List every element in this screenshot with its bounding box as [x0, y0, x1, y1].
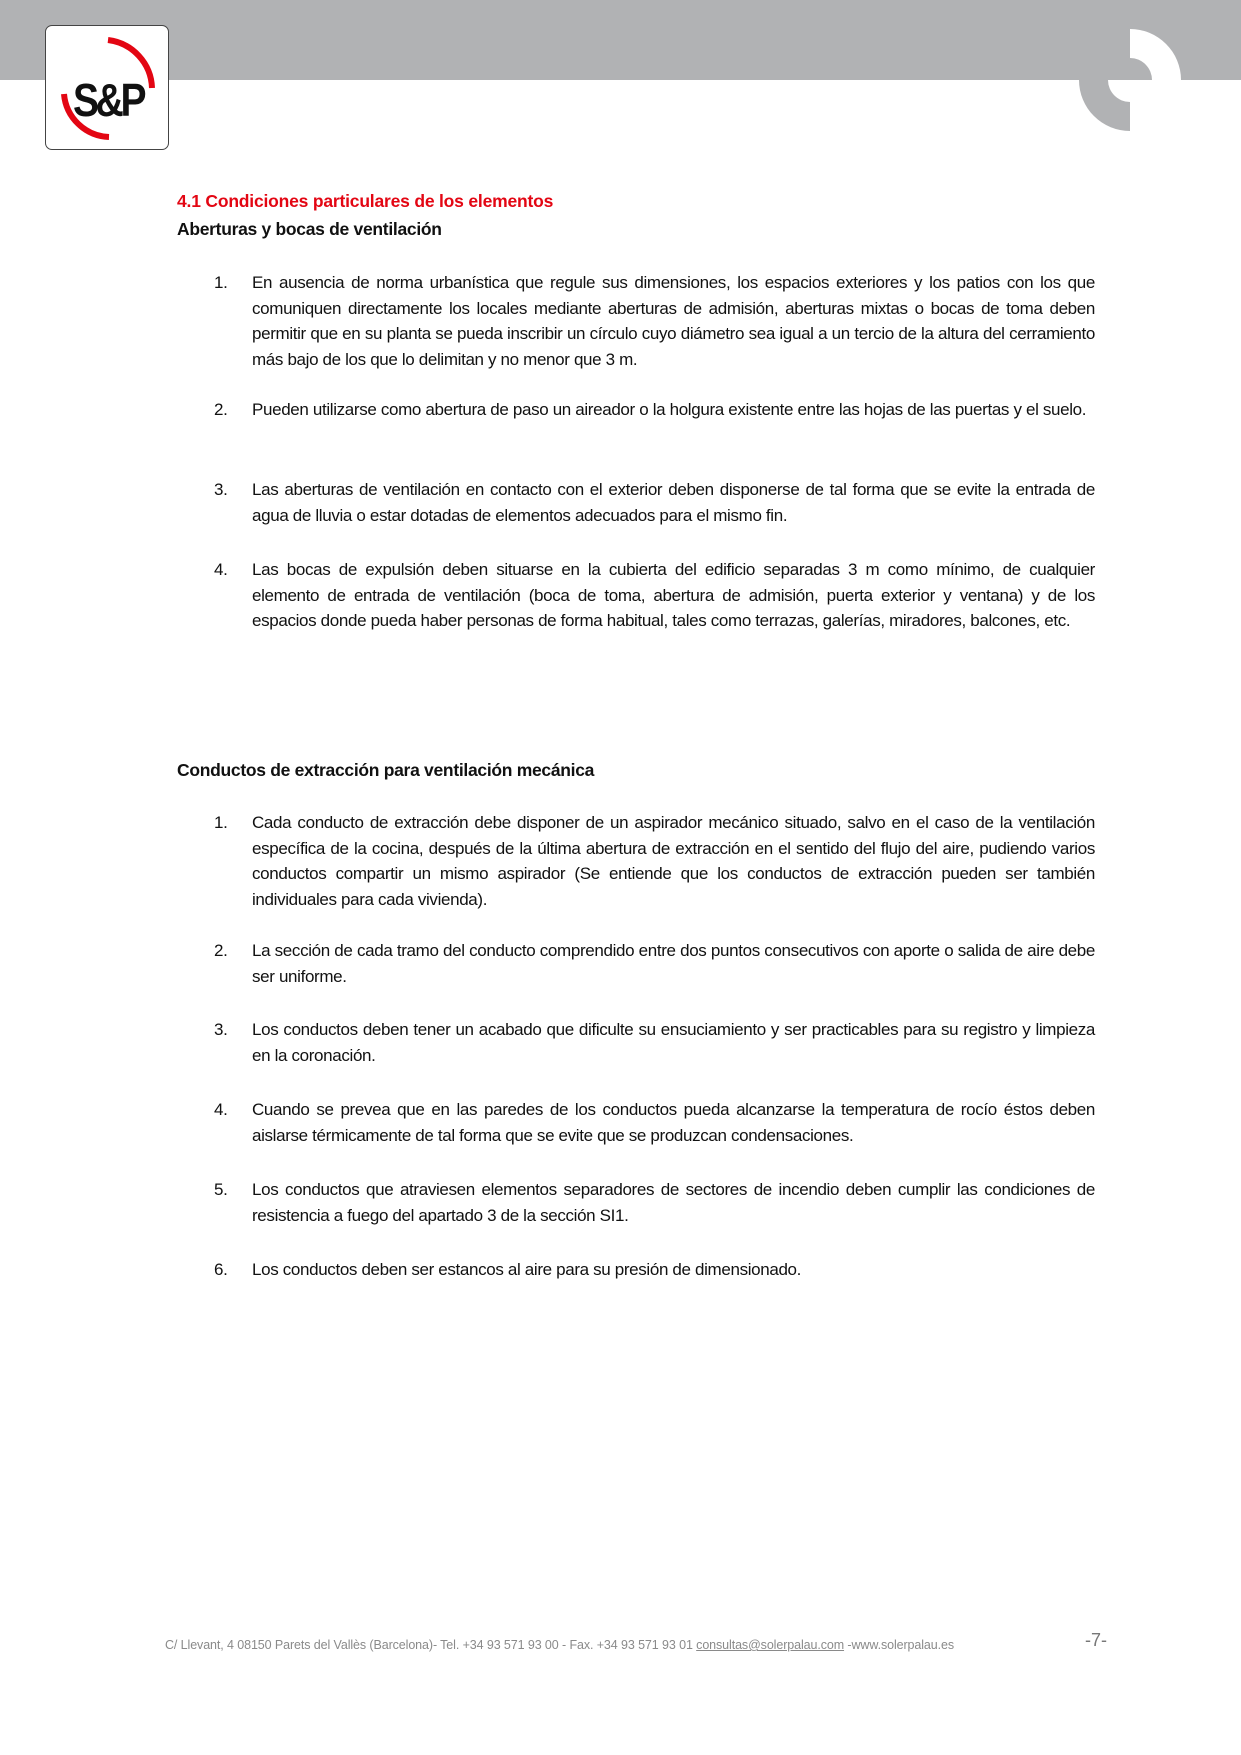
list-text: Las aberturas de ventilación en contacto con el exterior deben disponerse de tal forma que se evite la entrada de agua de lluvia o estar dotadas de elementos adecuados para el mismo fin.: [252, 480, 1095, 525]
list-text: Las bocas de expulsión deben situarse en la cubierta del edificio separadas 3 m como mínimo, de cualquier elemento de entrada de ventilación (boca de toma, abertura de admisión, puerta exterior y ventana) y de los espacios donde pueda haber personas de forma habitual, tales como terrazas, galerías, miradores, balcones, etc.: [252, 560, 1095, 630]
list-text: Cuando se prevea que en las paredes de los conductos pueda alcanzarse la temperatura de rocío éstos deben aislarse térmicamente de tal forma que se evite que se produzcan condensaciones.: [252, 1100, 1095, 1145]
list-number: 3.: [214, 1020, 228, 1039]
logo-text: S&P: [72, 75, 144, 127]
list-number: 6.: [214, 1260, 228, 1279]
list-number: 4.: [214, 1100, 228, 1119]
company-logo: [45, 25, 169, 150]
list-item: [214, 557, 1095, 634]
section-title: 4.1 Condiciones particulares de los elementos: [177, 191, 554, 211]
footer-email-link[interactable]: consultas@solerpalau.com: [696, 1638, 845, 1652]
list-item: [214, 477, 1095, 528]
list-text: Cada conducto de extracción debe disponer de un aspirador mecánico situado, salvo en el caso de la ventilación específica de la cocina, después de la última abertura de extracción en el sentido del flujo del aire, pudiendo varios conductos compartir un mismo aspirador (Se entiende que los conductos de extracción pueden ser también individuales para cada vivienda).: [252, 813, 1095, 909]
list-text: La sección de cada tramo del conducto comprendido entre dos puntos consecutivos con aporte o salida de aire debe ser uniforme.: [252, 941, 1095, 986]
list-text: En ausencia de norma urbanística que regule sus dimensiones, los espacios exteriores y los patios con los que comuniquen directamente los locales mediante aberturas de admisión, aberturas mixtas o bocas de toma deben permitir que en su planta se pueda inscribir un círculo cuyo diámetro sea igual a un tercio de la altura del cerramiento más bajo de los que lo delimitan y no menor que 3 m.: [252, 273, 1095, 369]
header-band: [0, 0, 1241, 80]
list-text: Los conductos deben ser estancos al aire para su presión de dimensionado.: [252, 1260, 802, 1279]
list-text: Pueden utilizarse como abertura de paso un aireador o la holgura existente entre las hojas de las puertas y el suelo.: [252, 400, 1087, 419]
list-item: [214, 397, 1095, 423]
list-text: Los conductos deben tener un acabado que dificulte su ensuciamiento y ser practicables para su registro y limpieza en la coronación.: [252, 1020, 1095, 1065]
list-item: [214, 1257, 1095, 1283]
footer-address: C/ Llevant, 4 08150 Parets del Vallès (Barcelona)- Tel. +34 93 571 93 00 - Fax. +34 93 571 93 01: [165, 1638, 697, 1652]
list-item: [214, 1097, 1095, 1148]
page-number: -7-: [1085, 1630, 1107, 1650]
list-text: Los conductos que atraviesen elementos separadores de sectores de incendio deben cumplir las condiciones de resistencia a fuego del apartado 3 de la sección SI1.: [252, 1180, 1095, 1225]
decorative-ring-icon: [1070, 20, 1190, 140]
list-number: 1.: [214, 813, 228, 832]
sp-logo-icon: [46, 26, 170, 151]
list-number: 5.: [214, 1180, 228, 1199]
list-item: [214, 938, 1095, 989]
list-number: 3.: [214, 480, 228, 499]
list-item: [214, 270, 1095, 372]
section-subtitle-aberturas: Aberturas y bocas de ventilación: [177, 219, 442, 239]
list-number: 2.: [214, 941, 228, 960]
list-item: [214, 1177, 1095, 1228]
list-number: 1.: [214, 273, 228, 292]
footer-website: -www.solerpalau.es: [844, 1638, 955, 1652]
footer-contact: [165, 1638, 954, 1652]
list-item: [214, 810, 1095, 912]
list-number: 2.: [214, 400, 228, 419]
section-subtitle-conductos: Conductos de extracción para ventilación mecánica: [177, 760, 595, 780]
list-number: 4.: [214, 560, 228, 579]
list-item: [214, 1017, 1095, 1068]
